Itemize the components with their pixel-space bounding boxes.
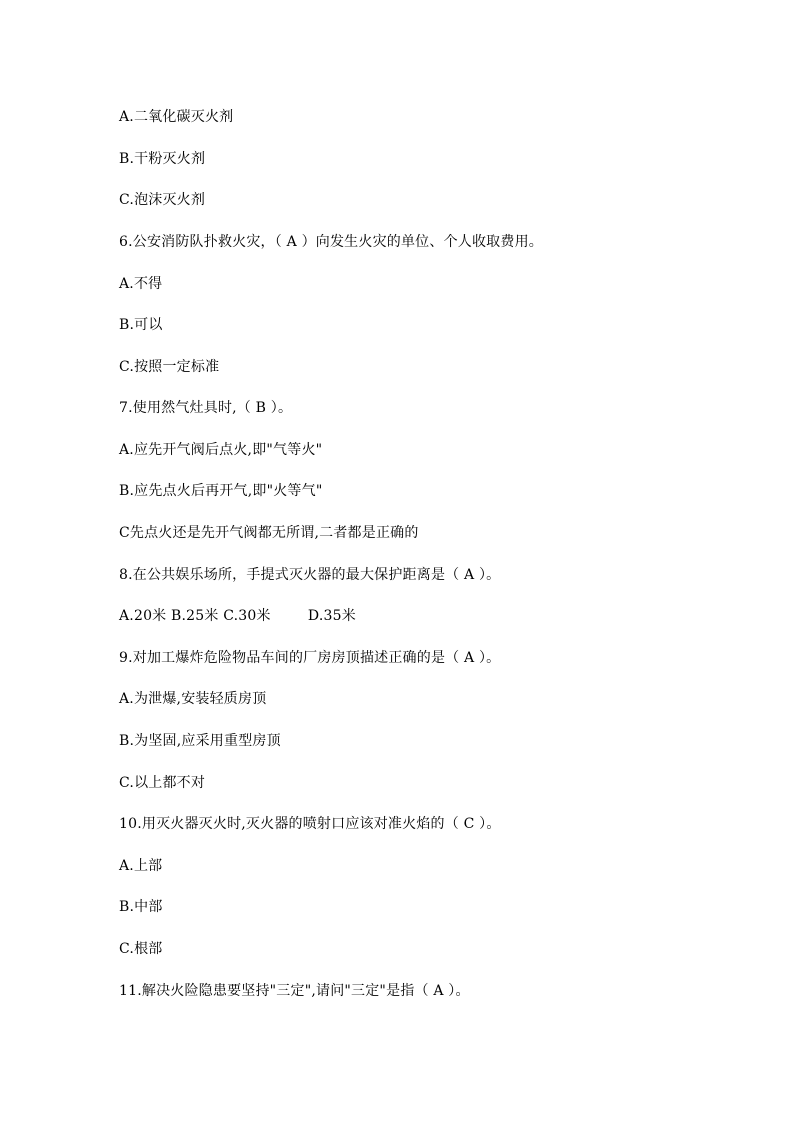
option-line: C.根部 <box>119 941 163 957</box>
option-line: C.以上都不对 <box>119 775 206 791</box>
question-line: 6.公安消防队扑救火灾，（ A ）向发生火灾的单位、个人收取费用。 <box>119 234 543 250</box>
question-line: 7.使用然气灶具时,（ B ）。 <box>119 400 293 416</box>
option-line: A.20米 B.25米 C.30米 D.35米 <box>119 608 356 624</box>
question-line: 10.用灭火器灭火时,灭火器的喷射口应该对准火焰的（ C ）。 <box>119 816 501 832</box>
option-line: A.二氧化碳灭火剂 <box>119 109 234 125</box>
question-line: 8.在公共娱乐场所，手提式灭火器的最大保护距离是（ A ）。 <box>119 567 501 583</box>
option-line: B.干粉灭火剂 <box>119 151 206 167</box>
option-line: B.应先点火后再开气,即"火等气" <box>119 483 323 499</box>
option-line: B.为坚固,应采用重型房顶 <box>119 733 281 749</box>
option-line: B.中部 <box>119 899 163 915</box>
option-line: A.为泄爆,安装轻质房顶 <box>119 691 267 707</box>
option-line: C.泡沫灭火剂 <box>119 192 206 208</box>
option-line: B.可以 <box>119 317 163 333</box>
question-line: 11.解决火险隐患要坚持"三定",请问"三定"是指（ A ）。 <box>119 983 470 999</box>
option-line: A.上部 <box>119 858 163 874</box>
option-line: A.不得 <box>119 276 163 292</box>
option-line: C.按照一定标准 <box>119 359 220 375</box>
option-line: A.应先开气阀后点火,即"气等火" <box>119 442 323 458</box>
option-line: C先点火还是先开气阀都无所谓,二者都是正确的 <box>119 525 419 541</box>
question-line: 9.对加工爆炸危险物品车间的厂房房顶描述正确的是（ A ）。 <box>119 650 501 666</box>
